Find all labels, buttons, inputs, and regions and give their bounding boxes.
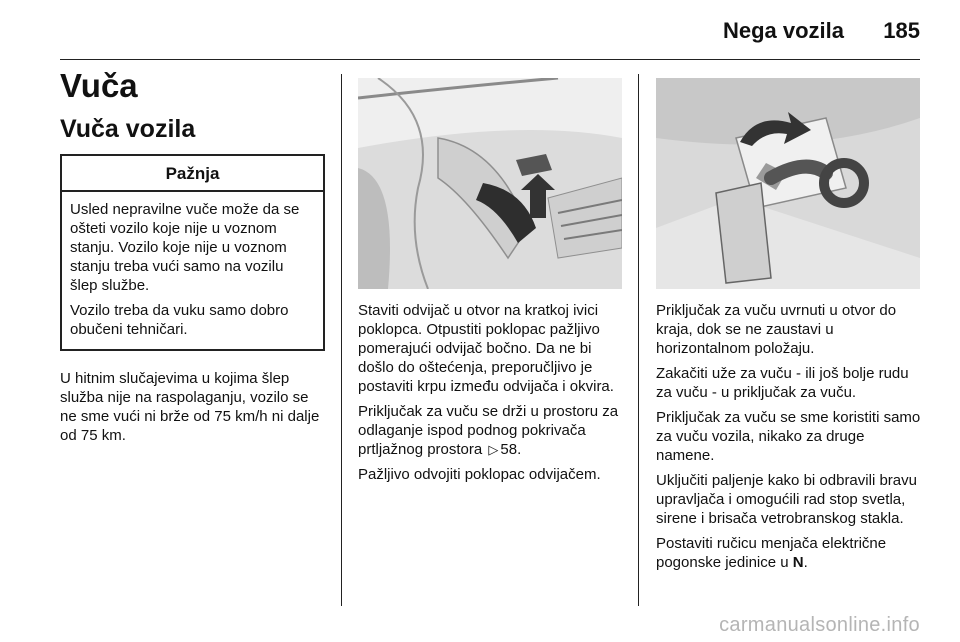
body-paragraph: Staviti odvijač u otvor na kratkoj ivici poklopca. Otpustiti poklopac pažljivo pomerajući odvijač bočno. Da ne bi došlo do oštećenja, preporučljivo je postaviti krpu između odvijača i okvira.	[358, 302, 614, 395]
column-divider-1	[341, 74, 342, 606]
gear-position-n: N	[792, 554, 804, 571]
header-rule	[60, 59, 920, 60]
body-paragraph: Uključiti paljenje kako bi odbravili bravu upravljača i omogućili rad stop svetla, sirene i brisača vetrobranskog stakla.	[656, 472, 917, 527]
towing-eye-illustration	[656, 78, 920, 289]
body-paragraph: Pažljivo odvojiti poklopac odvijačem.	[358, 466, 601, 483]
page-ref-number: 58.	[500, 441, 522, 458]
body-paragraph	[358, 402, 628, 459]
chapter-heading: Vuča	[60, 67, 138, 104]
column-divider-2	[638, 74, 639, 606]
body-paragraph: Zakačiti uže za vuču - ili još bolje rudu za vuču - u priključak za vuču.	[656, 365, 909, 401]
front-bumper-icon	[358, 78, 622, 289]
column-2-text	[358, 301, 628, 484]
warning-body	[62, 192, 323, 349]
warning-title: Pažnja	[62, 156, 323, 192]
warning-paragraph: Usled nepravilne vuče može da se ošteti vozilo koje nije u voznom stanju. Vozilo koje nije u voznom stanju treba vući samo na vozilu šlep službe.	[70, 201, 300, 294]
warning-box	[60, 154, 325, 351]
towing-eye-icon	[656, 78, 920, 289]
front-bumper-illustration	[358, 78, 622, 289]
warning-paragraph: Vozilo treba da vuku samo dobro obučeni tehničari.	[70, 302, 289, 338]
page-header	[60, 18, 920, 48]
body-paragraph	[656, 534, 924, 572]
watermark: carmanualsonline.info	[719, 614, 920, 636]
body-text: Priključak za vuču se drži u prostoru za odlaganje ispod podnog pokrivača prtljažnog prostora	[358, 403, 619, 458]
body-paragraph: Priključak za vuču uvrnuti u otvor do kraja, dok se ne zaustavi u horizontalnom položaju.	[656, 302, 897, 357]
body-paragraph: Priključak za vuču se sme koristiti samo za vuču vozila, nikako za druge namene.	[656, 409, 921, 464]
body-text: Postaviti ručicu menjača električne pogonske jedinice u	[656, 535, 887, 571]
body-paragraph: U hitnim slučajevima u kojima šlep služba nije na raspolaganju, vozilo se ne sme vući ni brže od 75 km/h ni dalje od 75 km.	[60, 370, 320, 444]
body-text: .	[803, 554, 808, 571]
column-1	[60, 66, 325, 445]
section-heading: Vuča vozila	[60, 115, 196, 143]
page-number: 185	[883, 18, 920, 43]
section-title: Nega vozila	[722, 18, 844, 43]
page-ref-arrow-icon: ▷	[488, 442, 499, 457]
column-3-text	[656, 301, 924, 572]
